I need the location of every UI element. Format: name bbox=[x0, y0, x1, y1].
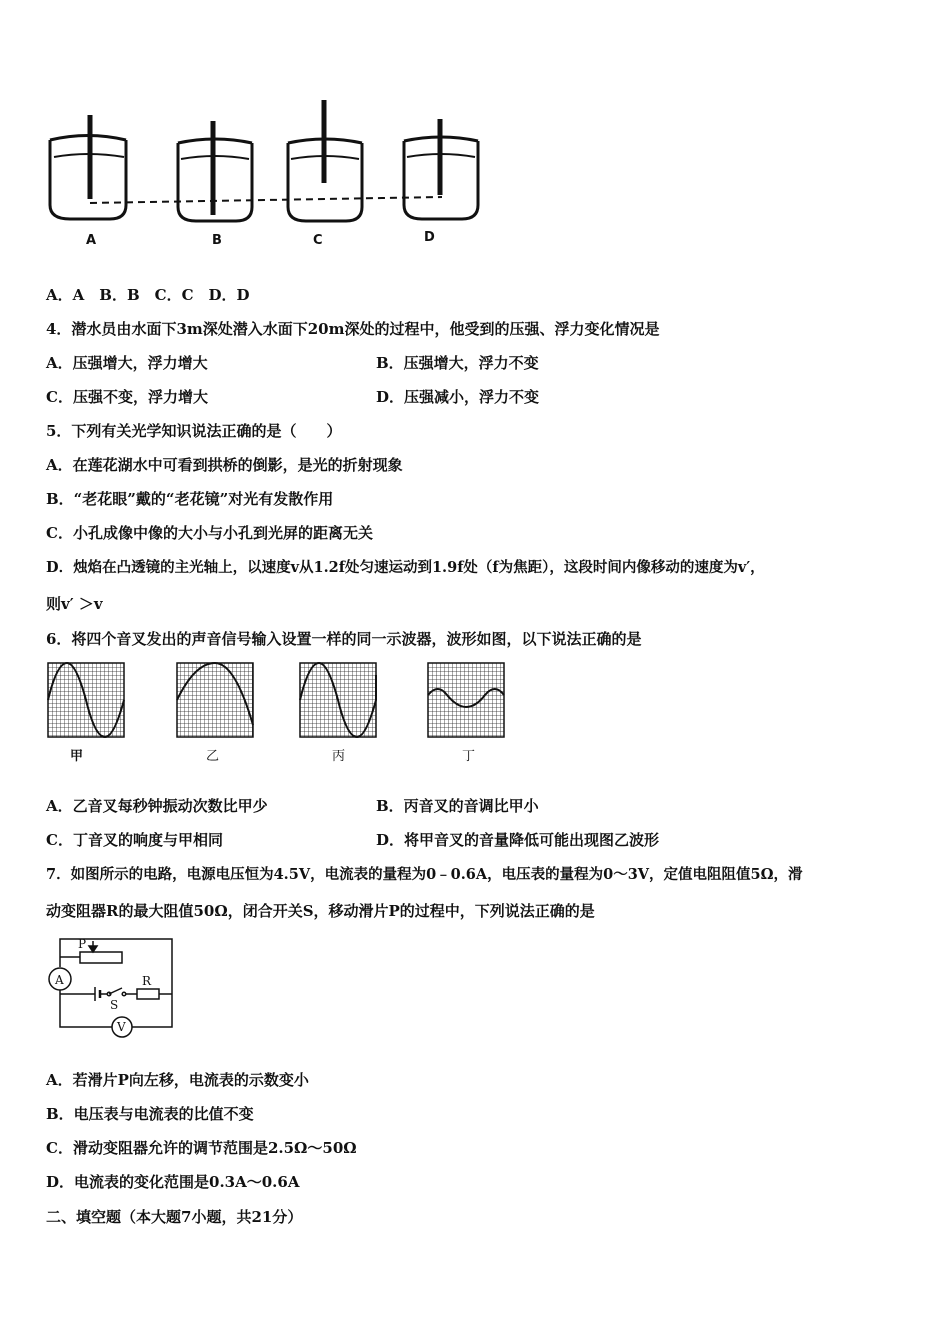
q3-options: A．A B．B C．C D．D bbox=[46, 286, 250, 304]
beaker-d bbox=[404, 119, 478, 219]
q7-stem-line1: 7．如图所示的电路，电源电压恒为4.5V，电流表的量程为0﹣0.6A，电压表的量程为0～3V，定值电阻阻值5Ω，滑 bbox=[46, 866, 803, 883]
q4-stem: 4．潜水员由水面下3m深处潜入水面下20m深处的过程中，他受到的压强、浮力变化情况是 bbox=[46, 320, 660, 338]
label-v: V bbox=[117, 1020, 126, 1034]
q6-option-d: D．将甲音叉的音量降低可能出现图乙波形 bbox=[376, 831, 660, 849]
switch-blade bbox=[109, 988, 122, 994]
scope-label-ding: 丁 bbox=[462, 749, 476, 764]
q6-stem: 6．将四个音叉发出的声音信号输入设置一样的同一示波器，波形如图，以下说法正确的是 bbox=[46, 630, 642, 648]
section-2-heading: 二、填空题（本大题7小题，共21分） bbox=[46, 1208, 303, 1226]
q7-option-a: A．若滑片P向左移，电流表的示数变小 bbox=[46, 1071, 309, 1089]
oscilloscope-figure bbox=[40, 655, 520, 745]
beaker-b bbox=[178, 121, 252, 221]
q6-option-c: C．丁音叉的响度与甲相同 bbox=[46, 831, 223, 849]
scope-label-jia: 甲 bbox=[70, 749, 84, 764]
beaker-c bbox=[288, 100, 362, 221]
q7-stem-line2: 动变阻器R的最大阻值50Ω，闭合开关S，移动滑片P的过程中，下列说法正确的是 bbox=[46, 902, 595, 920]
q5-option-a: A．在莲花湖水中可看到拱桥的倒影，是光的折射现象 bbox=[46, 456, 403, 474]
label-p: P bbox=[78, 937, 87, 951]
beaker-label-d: D bbox=[424, 230, 435, 245]
scope-bing bbox=[300, 663, 376, 737]
level-dashed-line bbox=[90, 197, 442, 203]
beaker-label-a: A bbox=[86, 233, 97, 248]
label-s: S bbox=[110, 998, 119, 1012]
q5-option-c: C．小孔成像中像的大小与小孔到光屏的距离无关 bbox=[46, 524, 373, 542]
q5-stem: 5．下列有关光学知识说法正确的是（ ） bbox=[46, 422, 342, 440]
q7-option-b: B．电压表与电流表的比值不变 bbox=[46, 1105, 254, 1123]
scope-label-bing: 丙 bbox=[332, 749, 346, 764]
q6-option-a: A．乙音叉每秒钟振动次数比甲少 bbox=[46, 797, 268, 815]
q4-option-c: C．压强不变，浮力增大 bbox=[46, 388, 208, 406]
label-a: A bbox=[55, 973, 64, 987]
q7-option-d: D．电流表的变化范围是0.3A～0.6A bbox=[46, 1173, 300, 1191]
beaker-label-c: C bbox=[313, 233, 323, 248]
q4-option-a: A．压强增大，浮力增大 bbox=[46, 354, 208, 372]
fixed-resistor bbox=[137, 989, 159, 999]
circuit-figure bbox=[40, 930, 190, 1040]
scope-ding bbox=[428, 663, 504, 737]
scope-yi bbox=[177, 663, 253, 737]
q4-option-b: B．压强增大，浮力不变 bbox=[376, 354, 539, 372]
q5-option-b: B．“老花眼”戴的“老花镜”对光有发散作用 bbox=[46, 490, 334, 508]
q6-option-b: B．丙音叉的音调比甲小 bbox=[376, 797, 539, 815]
q5-option-d-line2: 则v′ ＞v bbox=[46, 595, 103, 613]
label-r: R bbox=[142, 974, 152, 988]
q4-option-d: D．压强减小，浮力不变 bbox=[376, 388, 540, 406]
scope-label-yi: 乙 bbox=[206, 749, 220, 764]
scope-jia bbox=[48, 663, 124, 737]
q7-option-c: C．滑动变阻器允许的调节范围是2.5Ω～50Ω bbox=[46, 1139, 357, 1157]
q5-option-d-line1: D．烛焰在凸透镜的主光轴上，以速度v从1.2f处匀速运动到1.9f处（f为焦距），这段时间内像移动的速度为v′， bbox=[46, 559, 765, 576]
beaker-label-b: B bbox=[212, 233, 222, 248]
rheostat bbox=[80, 952, 122, 963]
